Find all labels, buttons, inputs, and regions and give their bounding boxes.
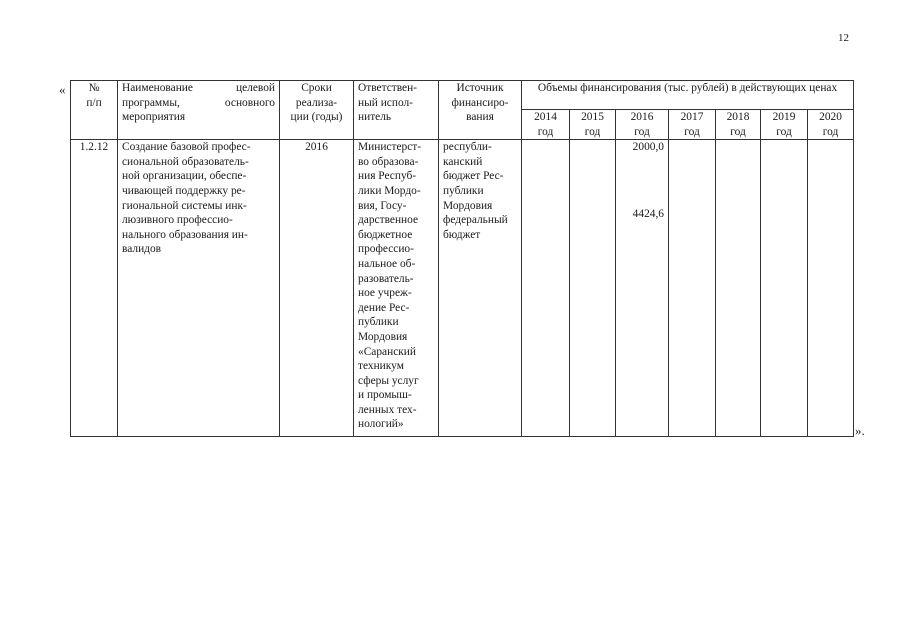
header-number: № п/п: [71, 81, 118, 140]
row-value-2014: [522, 140, 570, 437]
header-program-name: Наименование целевой программы, основного мероприятия: [118, 81, 280, 140]
opening-quote: «: [59, 82, 66, 97]
page-number: 12: [838, 32, 849, 44]
header-terms: Сроки реализа- ции (годы): [280, 81, 354, 140]
header-funding-volumes: Объемы финансирования (тыс. рублей) в действующих ценах: [522, 81, 854, 110]
row-executor: Министерст- во образова- ния Респуб- лики Мордо- вия, Госу- дарственное бюджетное профессио- нальное об- разователь- ное учреж- дение Рес- публики Мордовия «Саранский техникум сферы услуг и промыш- ленных тех- нологий»: [354, 140, 439, 437]
row-value-2019: [761, 140, 808, 437]
header-year-2020: 2020 год: [808, 110, 854, 140]
row-value-2016: [616, 140, 669, 437]
value-2016-republican: 2000,0: [632, 141, 664, 154]
header-year-2018: 2018 год: [716, 110, 761, 140]
row-terms: 2016: [280, 140, 354, 437]
row-program-name: Создание базовой профес- сиональной образователь- ной организации, обеспе- чивающей поддержку ре- гиональной системы инк- люзивного профессио- нального образования ин- валидов: [118, 140, 280, 437]
value-2016-federal: 4424,6: [632, 207, 664, 220]
source-federal-budget: федеральный бюджет: [443, 214, 508, 241]
header-year-2016: 2016 год: [616, 110, 669, 140]
row-funding-source: [439, 140, 522, 437]
closing-quote: ».: [855, 423, 865, 438]
table-row: [71, 140, 854, 437]
row-number: 1.2.12: [71, 140, 118, 437]
header-year-2017: 2017 год: [669, 110, 716, 140]
header-row-1: [71, 81, 854, 110]
value-gap: [620, 155, 664, 207]
row-value-2020: [808, 140, 854, 437]
row-value-2018: [716, 140, 761, 437]
header-executor: Ответствен- ный испол- нитель: [354, 81, 439, 140]
header-funding-source: Источник финансиро- вания: [439, 81, 522, 140]
source-republican-budget: республи- канский бюджет Рес- публики Мордовия: [443, 141, 504, 212]
row-value-2017: [669, 140, 716, 437]
header-year-2015: 2015 год: [570, 110, 616, 140]
row-value-2015: [570, 140, 616, 437]
header-year-2014: 2014 год: [522, 110, 570, 140]
header-year-2019: 2019 год: [761, 110, 808, 140]
financing-table: [70, 80, 854, 437]
